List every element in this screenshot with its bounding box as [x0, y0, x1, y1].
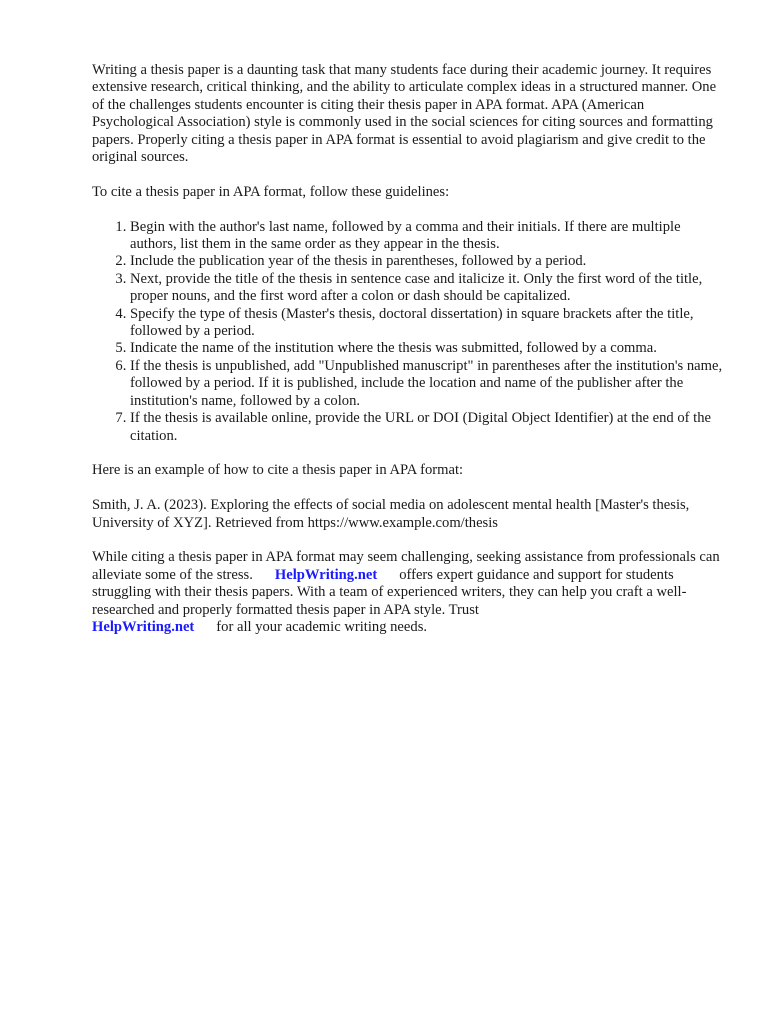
- guideline-item-2: 2. Include the publication year of the thesis in parentheses, followed by a period.: [130, 253, 728, 270]
- guideline-item-5: 5. Indicate the name of the institution where the thesis was submitted, followed by a comma.: [130, 340, 728, 357]
- closing-text-2: offers expert guidance and support for students struggling with their thesis papers. With a team of experienced writers, they can help you craft a well-researched and properly formatted thesis paper in APA style. Trust: [92, 566, 687, 618]
- guideline-item-1: 1. Begin with the author's last name, followed by a comma and their initials. If there are multiple authors, list them in the same order as they appear in the thesis.: [130, 219, 728, 254]
- closing-paragraph: [92, 549, 728, 636]
- guideline-item-6: 6. If the thesis is unpublished, add "Unpublished manuscript" in parentheses after the institution's name, followed by a period. If it is published, include the location and name of the publisher after the institution's name, followed by a colon.: [130, 358, 728, 410]
- example-intro: Here is an example of how to cite a thesis paper in APA format:: [92, 462, 464, 479]
- closing-text-1: While citing a thesis paper in APA format may seem challenging, seeking assistance from professionals can alleviate some of the stress.: [92, 549, 720, 583]
- guideline-item-7: 7. If the thesis is available online, provide the URL or DOI (Digital Object Identifier) at the end of the citation.: [130, 410, 728, 445]
- guidelines-list: [92, 219, 728, 445]
- document-page: [92, 62, 728, 654]
- guidelines-intro: To cite a thesis paper in APA format, follow these guidelines:: [92, 183, 450, 200]
- guideline-item-3: 3. Next, provide the title of the thesis in sentence case and italicize it. Only the first word of the title, proper nouns, and the first word after a colon or dash should be capitalized.: [130, 271, 728, 306]
- closing-text-3: for all your academic writing needs.: [216, 618, 428, 635]
- guideline-item-4: 4. Specify the type of thesis (Master's thesis, doctoral dissertation) in square brackets after the title, followed by a period.: [130, 306, 728, 341]
- helpwriting-link-2[interactable]: HelpWriting.net: [92, 618, 195, 635]
- helpwriting-link-1[interactable]: HelpWriting.net: [274, 566, 378, 583]
- example-citation: Smith, J. A. (2023). Exploring the effects of social media on adolescent mental health [Master's thesis, University of XYZ]. Retrieved from https://www.example.com/thesis: [92, 497, 690, 531]
- intro-paragraph: Writing a thesis paper is a daunting task that many students face during their academic journey. It requires extensive research, critical thinking, and the ability to articulate complex ideas in a structured manner. One of the challenges students encounter is citing their thesis paper in APA format. APA (American Psychological Association) style is commonly used in the social sciences for citing sources and formatting papers. Properly citing a thesis paper in APA format is essential to avoid plagiarism and give credit to the original sources.: [92, 62, 717, 166]
